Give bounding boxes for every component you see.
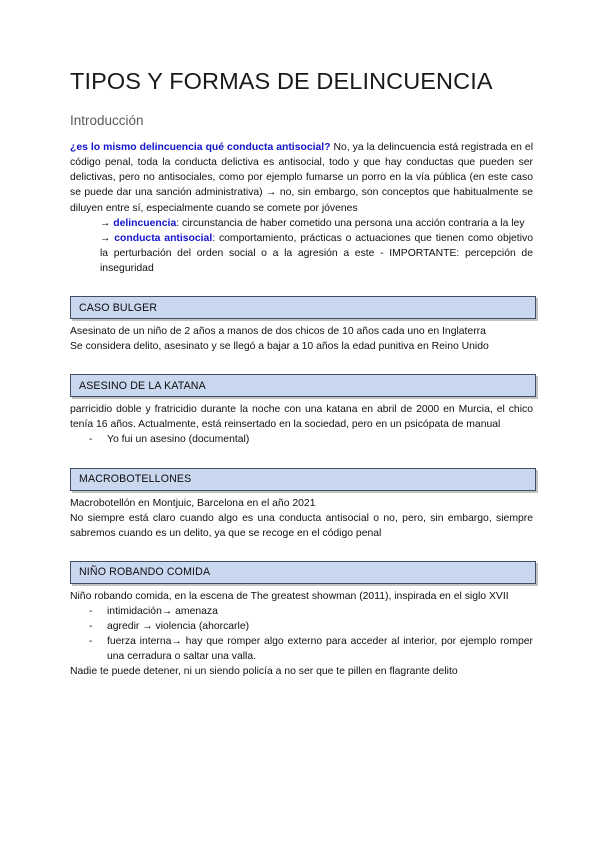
section-macrobotellones (70, 468, 533, 541)
section-paragraph: Niño robando comida, en la escena de The greatest showman (2011), inspirada en el siglo XVII (70, 590, 509, 602)
list-item (70, 604, 533, 619)
section-bullet-list (70, 432, 533, 447)
section-subtitle-introduccion: Introducción (70, 113, 144, 129)
section-heading-label: ASESINO DE LA KATANA (79, 379, 206, 392)
list-item (70, 634, 533, 664)
definition-term: delincuencia (113, 217, 177, 229)
definition-text: : circunstancia de haber cometido una persona una acción contraria a la ley (176, 217, 525, 229)
section-body (70, 402, 533, 447)
section-heading-label: CASO BULGER (79, 301, 158, 314)
section-body (70, 496, 533, 541)
dash-bullet-icon: - (89, 434, 93, 446)
section-body (70, 589, 533, 680)
definition-text: : comportamiento, prácticas o actuaciones que tienen como objetivo la perturbación del orden social o a la agresión a este - IMPORTANTE: percepción de inseguridad (100, 232, 533, 274)
dash-bullet-icon: - (89, 605, 93, 617)
section-nino-robando-comida (70, 561, 533, 680)
section-bullet-list (70, 604, 533, 664)
intro-question: ¿es lo mismo delincuencia qué conducta antisocial? (70, 142, 331, 154)
list-item-label: agredir → violencia (ahorcarle) (107, 620, 250, 632)
section-paragraph: Macrobotellón en Montjuic, Barcelona en el año 2021 (70, 497, 316, 509)
page-title: TIPOS Y FORMAS DE DELINCUENCIA (70, 68, 493, 94)
definition-term: conducta antisocial (114, 232, 213, 244)
section-header-box (70, 561, 536, 584)
section-asesino-de-la-katana (70, 374, 533, 447)
section-body (70, 324, 533, 354)
section-header-box (70, 296, 536, 319)
intro-answer: No, ya la delincuencia está registrada en el código penal, toda la conducta delictiva es antisocial, todo y que hay conductas que pueden ser delictivas, pero no antisociales, como por ejemplo fumarse un porro en la vía pública (en este caso se puede dar una sanción administrativa) → no, sin embargo, son conceptos que habitualmente se diluyen entre sí, especialmente cuando se comete por jóvenes (70, 142, 533, 214)
section-header-box (70, 374, 536, 397)
section-heading-label: NIÑO ROBANDO COMIDA (79, 566, 211, 579)
section-caso-bulger (70, 296, 533, 354)
list-item-label: Yo fui un asesino (documental) (107, 434, 250, 446)
section-paragraph: Se considera delito, asesinato y se llegó a bajar a 10 años la edad punitiva en Reino Unido (70, 341, 489, 353)
definition-conducta-antisocial (70, 231, 533, 276)
arrow-glyph-icon: → (100, 232, 115, 244)
section-paragraph: parricidio doble y fratricidio durante la noche con una katana en abril de 2000 en Murcia, el chico tenía 16 años. Actualmente, está reinsertado en la sociedad, pero en un psicópata de manual (70, 404, 533, 431)
list-item-label: fuerza interna→ hay que romper algo externo para acceder al interior, por ejemplo romper una cerradura o saltar una valla. (107, 636, 533, 663)
dash-bullet-icon: - (89, 620, 93, 632)
section-closing-paragraph: Nadie te puede detener, ni un siendo policía a no ser que te pillen en flagrante delito (70, 666, 458, 678)
list-item (70, 619, 533, 634)
section-paragraph: No siempre está claro cuando algo es una conducta antisocial o no, pero, sin embargo, siempre sabremos cuando es un delito, ya que se recoge en el código penal (70, 512, 533, 539)
section-header-box (70, 468, 536, 491)
list-item (70, 432, 533, 447)
section-heading-label: MACROBOTELLONES (79, 473, 192, 486)
intro-paragraph (70, 140, 533, 215)
section-paragraph: Asesinato de un niño de 2 años a manos de dos chicos de 10 años cada uno en Inglaterra (70, 326, 486, 338)
definition-delincuencia (70, 216, 533, 231)
dash-bullet-icon: - (89, 636, 93, 648)
arrow-glyph-icon: → (100, 217, 114, 229)
list-item-label: intimidación→ amenaza (107, 605, 218, 617)
